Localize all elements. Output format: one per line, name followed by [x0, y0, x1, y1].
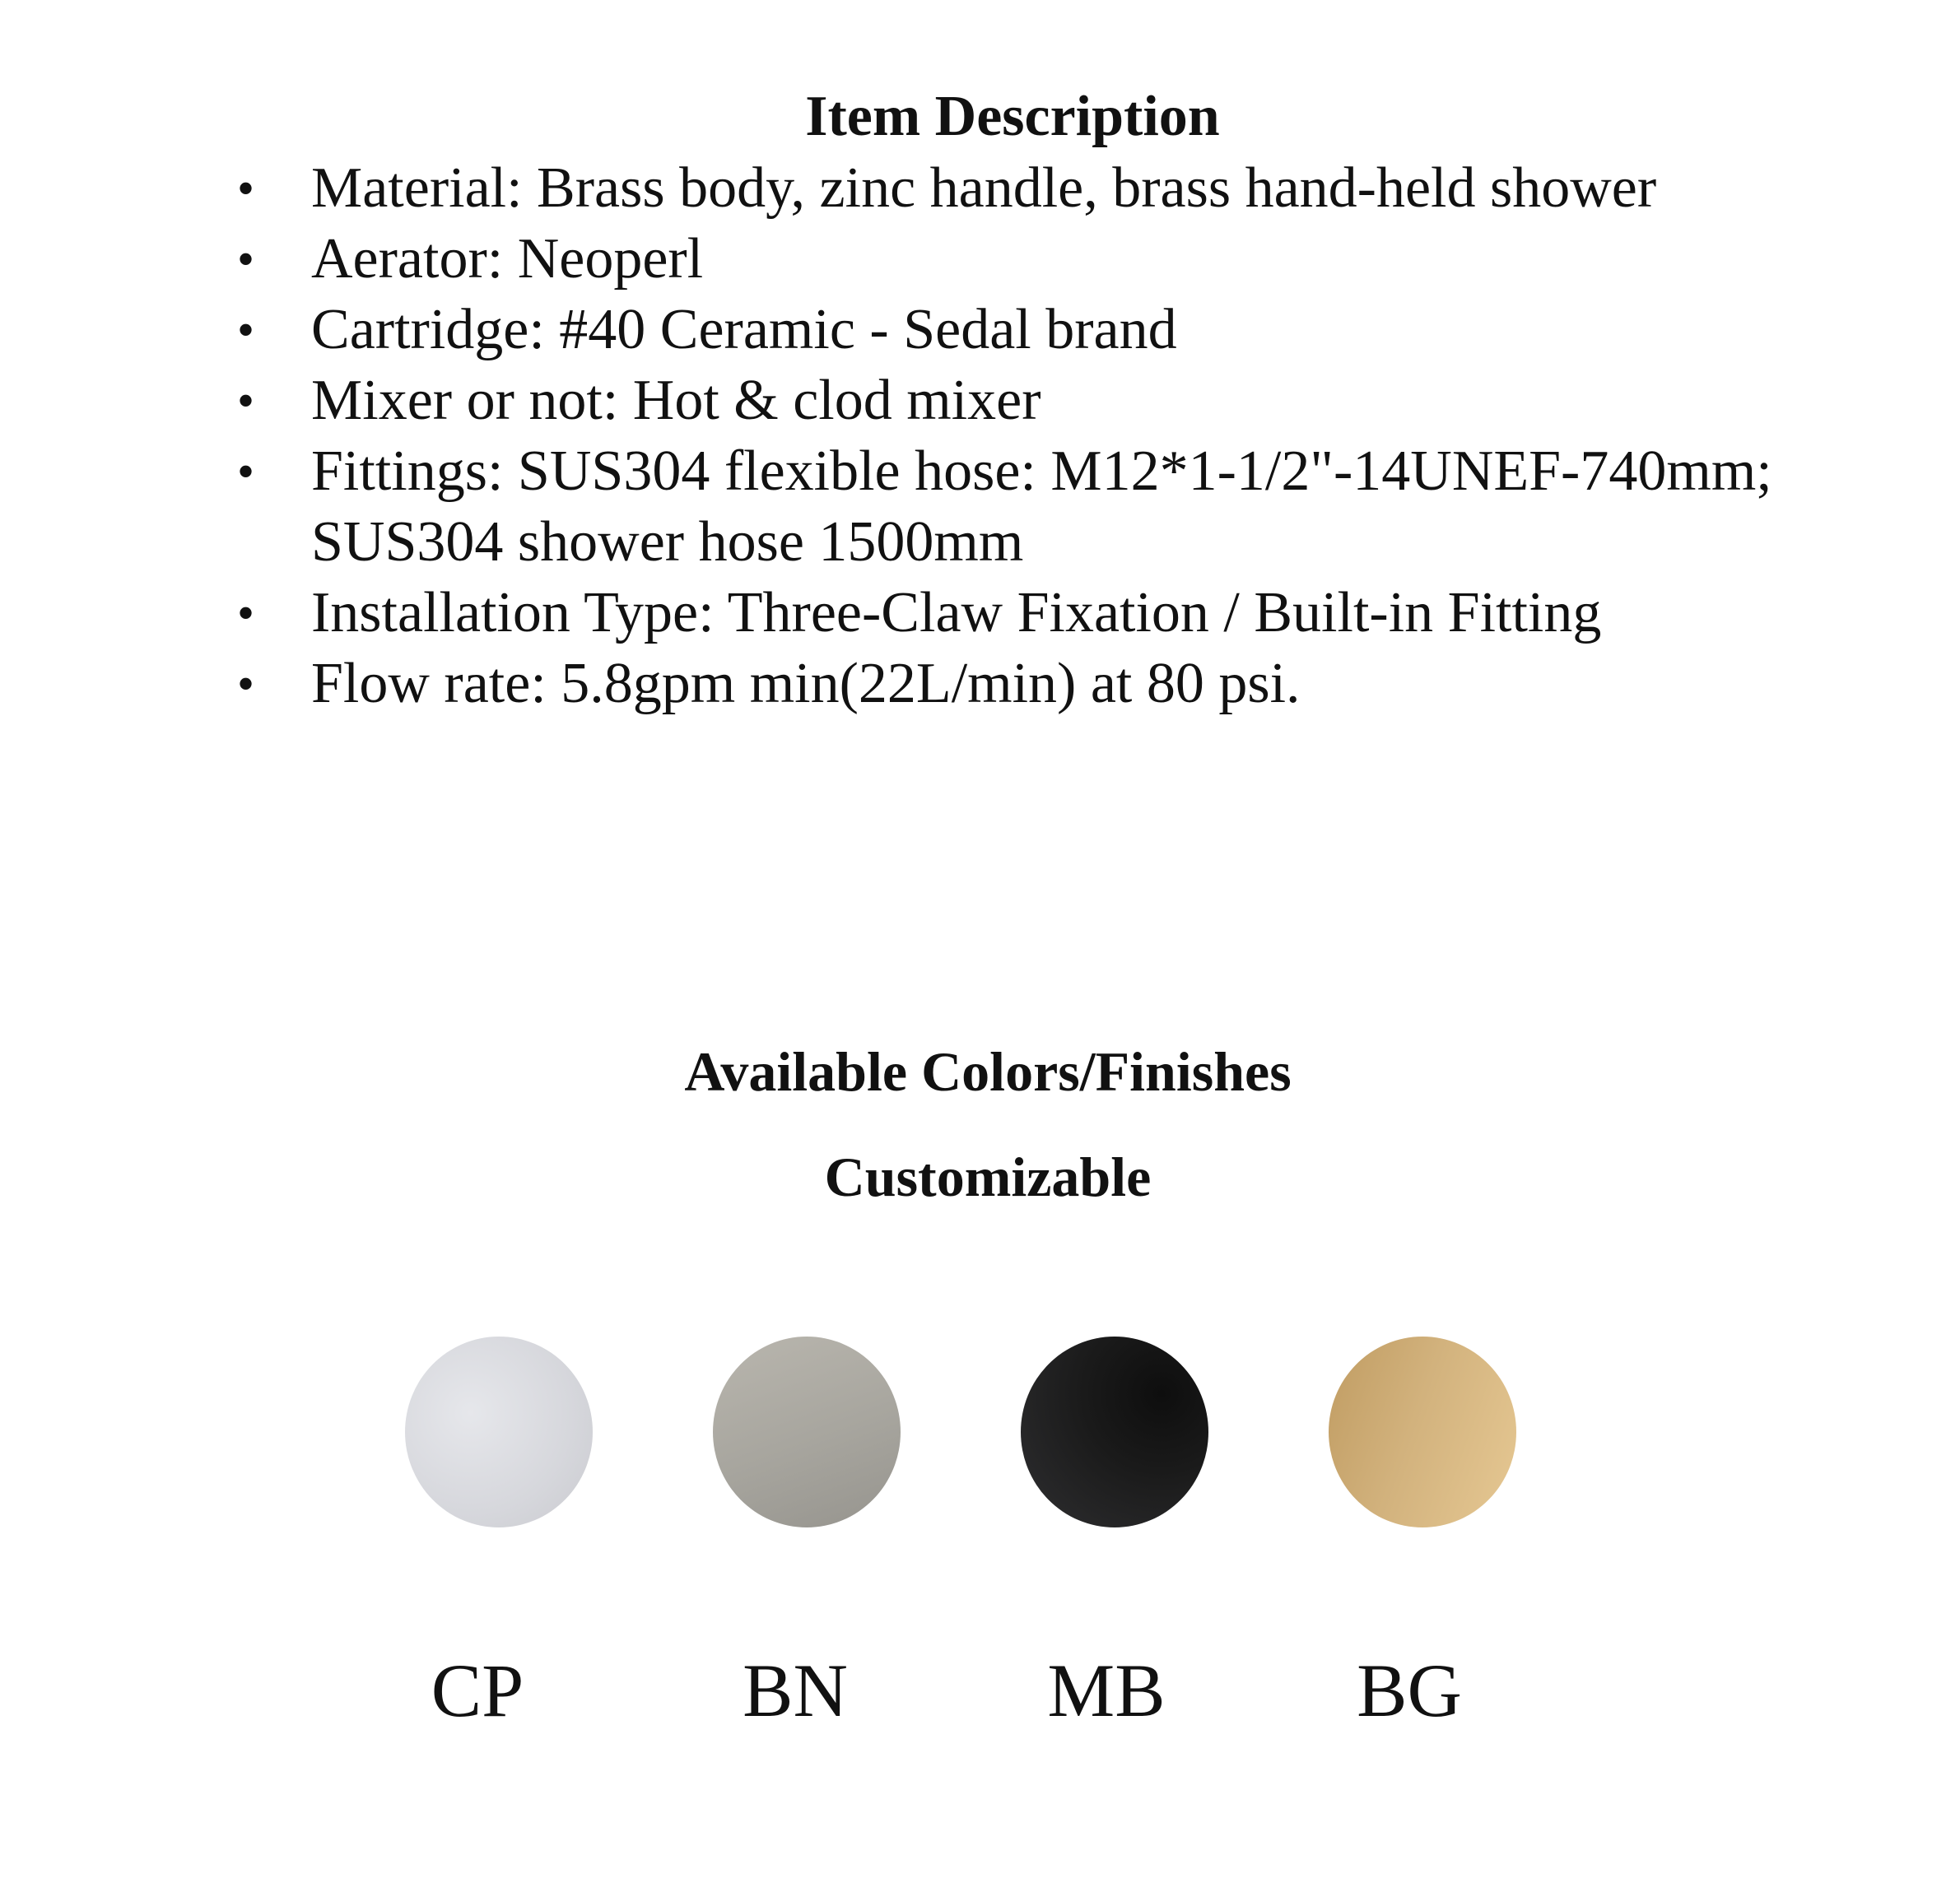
- list-item: [230, 365, 1795, 436]
- list-item: [230, 295, 1795, 365]
- available-finishes-heading: Available Colors/Finishes: [684, 1040, 1292, 1103]
- list-item: [230, 649, 1795, 719]
- spec-material: Material: Brass body, zinc handle, brass hand-held shower: [311, 156, 1657, 220]
- list-item: [230, 578, 1795, 649]
- spec-mixer: Mixer or not: Hot & clod mixer: [311, 369, 1041, 432]
- bullet-icon: •: [237, 161, 255, 216]
- swatch-label-bn: BN: [743, 1648, 848, 1732]
- spec-cartridge: Cartridge: #40 Ceramic - Sedal brand: [311, 298, 1177, 361]
- swatch-label-cp: CP: [431, 1648, 524, 1732]
- swatch-mb: [1021, 1337, 1208, 1527]
- swatch-label-bg: BG: [1357, 1648, 1462, 1732]
- swatch-cp: [405, 1337, 593, 1527]
- bullet-icon: •: [237, 586, 255, 640]
- bullet-icon: •: [237, 232, 255, 286]
- spec-aerator: Aerator: Neoperl: [311, 227, 704, 291]
- item-description-heading: Item Description: [805, 85, 1220, 148]
- spec-flow-rate: Flow rate: 5.8gpm min(22L/min) at 80 psi.: [311, 652, 1301, 715]
- bullet-icon: •: [237, 657, 255, 711]
- list-item: [230, 224, 1795, 295]
- list-item: [230, 153, 1795, 224]
- list-item: [230, 436, 1795, 578]
- bullet-icon: •: [237, 374, 255, 428]
- swatch-bg: [1329, 1337, 1516, 1527]
- swatch-label-mb: MB: [1047, 1648, 1166, 1732]
- bullet-icon: •: [237, 303, 255, 357]
- spec-installation-type: Installation Type: Three-Claw Fixation / Built-in Fitting: [311, 581, 1602, 644]
- bullet-icon: •: [237, 444, 255, 499]
- customizable-subheading: Customizable: [824, 1146, 1152, 1208]
- spec-fittings: Fittings: SUS304 flexible hose: M12*1-1/2"-14UNEF-740mm; SUS304 shower hose 1500mm: [311, 439, 1772, 574]
- spec-list: [230, 153, 1795, 719]
- swatch-bn: [713, 1337, 901, 1527]
